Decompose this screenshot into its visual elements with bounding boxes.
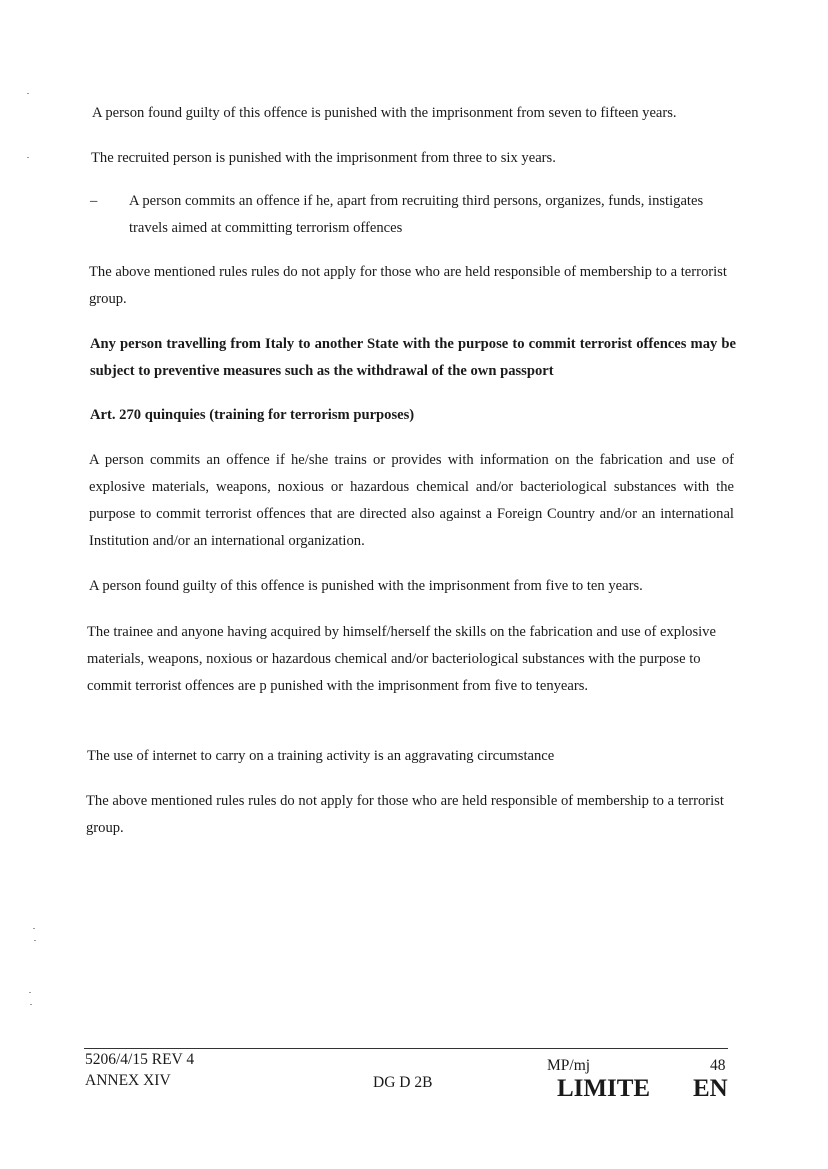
paragraph-preventive-measures: Any person travelling from Italy to another State with the purpose to commit terrorist offences may be subject to preventive measures such as the withdrawal of the own passport	[90, 336, 736, 379]
paragraph-penalty-recruiter: A person found guilty of this offence is punished with the imprisonment from seven to fifteen years.	[92, 105, 677, 121]
footer-annex: ANNEX XIV	[85, 1072, 171, 1089]
footer-language: EN	[693, 1075, 728, 1102]
paragraph-membership-exclusion-2: The above mentioned rules rules do not apply for those who are held responsible of membership to a terrorist group.	[86, 793, 724, 836]
scan-speck	[29, 992, 31, 993]
footer-classification: LIMITE	[557, 1075, 651, 1102]
paragraph-training-penalty: A person found guilty of this offence is punished with the imprisonment from five to ten years.	[89, 578, 643, 594]
paragraph-internet-aggravation: The use of internet to carry on a training activity is an aggravating circumstance	[87, 748, 555, 764]
scan-speck	[33, 928, 35, 929]
footer-dg: DG D 2B	[373, 1074, 433, 1091]
footer-initials: MP/mj	[547, 1057, 591, 1074]
paragraph-training-offence: A person commits an offence if he/she trains or provides with information on the fabrication and use of explosive materials, weapons, noxious or hazardous chemical and/or bacteriological substances with the purpose to commit terrorist offences that are directed also against a Foreign Country and/or an international Institution and/or an international organization.	[89, 452, 734, 549]
bullet-dash: –	[90, 193, 98, 209]
scan-speck	[34, 940, 36, 941]
scan-speck	[30, 1004, 32, 1005]
bullet-item-organizing-travel: A person commits an offence if he, apart from recruiting third persons, organizes, funds, instigates travels aimed at committing terrorism offences	[129, 193, 704, 236]
paragraph-penalty-recruited: The recruited person is punished with the imprisonment from three to six years.	[91, 150, 556, 166]
section-heading-art-270-quinquies: Art. 270 quinquies (training for terrorism purposes)	[90, 407, 415, 423]
scan-speck	[27, 157, 29, 158]
footer-divider	[84, 1048, 728, 1049]
footer-page-number: 48	[710, 1057, 726, 1074]
footer-doc-reference: 5206/4/15 REV 4	[85, 1051, 195, 1068]
paragraph-trainee-penalty: The trainee and anyone having acquired by himself/herself the skills on the fabrication and use of explosive materials, weapons, noxious or hazardous chemical and/or bacteriological substances with the purpose to commit terrorist offences are p punished with the imprisonment from five to tenyears.	[87, 624, 716, 694]
scan-speck	[27, 93, 29, 94]
paragraph-membership-exclusion: The above mentioned rules rules do not apply for those who are held responsible of membership to a terrorist group.	[89, 264, 727, 307]
